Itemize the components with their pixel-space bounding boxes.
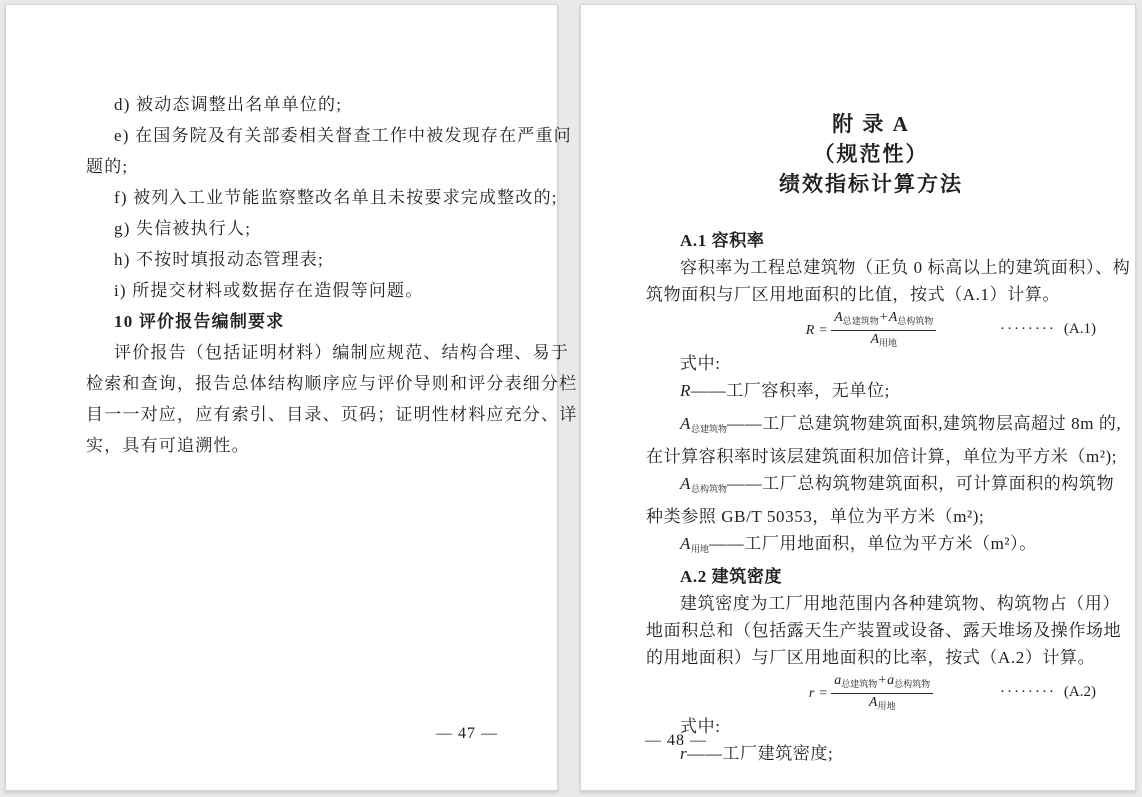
fraction: [831, 673, 933, 714]
where-label: 式中:: [680, 354, 721, 373]
equals-sign: =: [819, 322, 828, 338]
variable: a: [887, 673, 895, 688]
fraction-denominator: [870, 331, 897, 351]
section-heading-10: 10 评价报告编制要求: [114, 312, 285, 331]
definition-text: ——工厂容积率，无单位;: [690, 381, 890, 400]
definition-text: ——工厂用地面积，单位为平方米（m²）。: [709, 534, 1037, 553]
page-number: — 47 —: [436, 725, 498, 742]
subscript: 用地: [877, 701, 896, 711]
paragraph-line: 建筑密度为工厂用地范围内各种建筑物、构筑物占（用）: [680, 594, 1120, 613]
list-item-h: h) 不按时填报动态管理表;: [114, 250, 324, 269]
variable: A: [870, 332, 879, 347]
equals-sign: =: [819, 685, 828, 701]
subscript: 总建筑物: [690, 424, 727, 434]
definition-r: [646, 740, 1096, 773]
section-heading-a2: A.2 建筑密度: [680, 567, 783, 586]
subscript: 总构筑物: [690, 484, 727, 494]
variable: r: [680, 744, 688, 763]
paragraph-line: 评价报告（包括证明材料）编制应规范、结构合理、易于: [114, 343, 569, 362]
list-item-g: g) 失信被执行人;: [114, 219, 252, 238]
formula-a2-expression: [809, 673, 933, 714]
definition-continuation: 在计算容积率时该层建筑面积加倍计算，单位为平方米（m²);: [646, 447, 1118, 466]
formula-a1: [646, 310, 1096, 348]
paragraph-line: 的用地面积）与厂区用地面积的比率，按式（A.2）计算。: [646, 648, 1096, 667]
paragraph-line: 实，具有可追溯性。: [86, 436, 250, 455]
appendix-title-line3: 绩效指标计算方法: [779, 172, 963, 196]
paragraph-line: 筑物面积与厂区用地面积的比值，按式（A.1）计算。: [646, 285, 1061, 304]
paragraph-line: 目一一对应，应有索引、目录、页码；证明性材料应充分、详: [86, 405, 578, 424]
formula-reference: [1000, 673, 1096, 711]
variable: A: [680, 414, 691, 433]
where-label: 式中:: [680, 717, 721, 736]
formula-label: (A.2): [1063, 684, 1096, 700]
dot-leader: ········: [999, 684, 1056, 700]
formula-lhs: R: [805, 322, 815, 338]
page-48: [580, 4, 1136, 791]
paragraph-line: 检索和查询，报告总体结构顺序应与评价导则和评分表细分栏: [86, 374, 578, 393]
list-item-f: f) 被列入工业节能监察整改名单且未按要求完成整改的;: [114, 188, 558, 207]
subscript: 用地: [690, 544, 709, 554]
dot-leader: ········: [999, 321, 1056, 337]
subscript: 总构筑物: [894, 679, 931, 689]
definition-continuation: 种类参照 GB/T 50353，单位为平方米（m²);: [646, 507, 985, 526]
formula-label: (A.1): [1063, 321, 1096, 337]
fraction-numerator: [831, 673, 933, 694]
formula-a1-expression: [806, 310, 937, 351]
list-item-d: d) 被动态调整出名单单位的;: [114, 95, 343, 114]
appendix-title-line2: （规范性）: [813, 142, 929, 166]
variable: A: [868, 695, 878, 710]
subscript: 用地: [879, 338, 898, 348]
formula-a2: [646, 673, 1096, 711]
appendix-title: [646, 109, 1096, 199]
definition-A-yongdi: [646, 530, 1096, 563]
fraction-numerator: [831, 310, 936, 331]
formula-reference: [1000, 310, 1096, 348]
page-47: [5, 4, 578, 791]
variable: A: [834, 310, 843, 325]
definition-A-zonggouzhuwu: [646, 470, 1115, 503]
variable: R: [680, 381, 691, 400]
definition-text: ——工厂总构筑物建筑面积，可计算面积的构筑物: [727, 474, 1115, 493]
paragraph-line: 地面积总和（包括露天生产装置或设备、露天堆场及操作场地: [646, 621, 1122, 640]
definition-text: ——工厂建筑密度;: [687, 744, 834, 763]
plus-sign: +: [878, 673, 887, 688]
section-heading-a1: A.1 容积率: [680, 231, 765, 250]
list-item-i: i) 所提交材料或数据存在造假等问题。: [114, 281, 424, 300]
list-item-e: e) 在国务院及有关部委相关督查工作中被发现存在严重问: [114, 126, 572, 145]
variable: a: [834, 673, 842, 688]
variable: A: [680, 474, 691, 493]
fraction: [831, 310, 936, 351]
variable: A: [680, 534, 691, 553]
definition-text: ——工厂总建筑物建筑面积,建筑物层高超过 8m 的,: [727, 414, 1122, 433]
variable: A: [888, 310, 898, 325]
subscript: 总建筑物: [842, 316, 879, 326]
page-number: — 48 —: [645, 732, 707, 749]
plus-sign: +: [879, 310, 888, 325]
subscript: 总构筑物: [897, 316, 934, 326]
definition-R: [646, 377, 1096, 410]
subscript: 总建筑物: [841, 679, 878, 689]
list-item-e-cont: 题的;: [86, 157, 129, 176]
formula-lhs: r: [808, 685, 815, 701]
paragraph-line: 容积率为工程总建筑物（正负 0 标高以上的建筑面积）、构: [680, 258, 1131, 277]
definition-A-zongjianzhuwu: [646, 410, 1122, 443]
appendix-title-line1: 附 录 A: [832, 112, 910, 136]
fraction-denominator: [869, 694, 896, 714]
